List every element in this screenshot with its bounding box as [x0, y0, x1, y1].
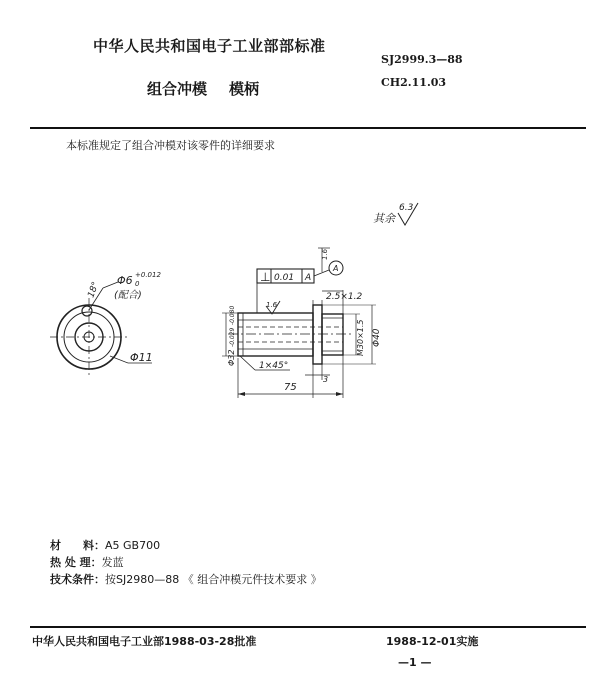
datum-label: A: [333, 264, 339, 273]
spec-technical-conditions: 技术条件：按SJ2980—88 《 组合冲模元件技术要求 》: [50, 573, 322, 586]
hole-angle: 18°: [86, 280, 102, 300]
hole-dia: Φ6: [117, 274, 133, 287]
flange-thickness: 3: [323, 375, 329, 384]
roughness-value: 6.3: [399, 203, 414, 213]
roughness-small: 1.6: [266, 301, 278, 309]
intro-text: 本标准规定了组合冲模对该零件的详细要求: [66, 139, 275, 152]
tol-symbol: ⊥: [260, 270, 271, 284]
approval-line: 中华人民共和国电子工业部1988-03-28批准: [32, 635, 257, 648]
standard-code: SJ2999.3—88: [381, 53, 463, 66]
spec-heat-treatment: 热 处 理：发蓝: [50, 556, 124, 569]
top-dim: 1.6: [321, 248, 329, 260]
chamfer-bottom: 1×45°: [259, 361, 289, 371]
roughness-label: 其余: [373, 212, 395, 225]
title-sub: 模柄: [229, 80, 260, 98]
total-length: 75: [284, 382, 297, 393]
tol-value: 0.01: [274, 273, 295, 283]
thread-section: [322, 314, 343, 355]
spec-material: 材 料：A5 GB700: [50, 539, 161, 552]
hole-note: (配合): [114, 290, 142, 301]
page-number: —1 —: [398, 656, 432, 669]
title-main: 组合冲模: [147, 80, 208, 98]
sub-code: CH2.11.03: [381, 76, 447, 89]
flange-dia: Φ40: [372, 328, 382, 347]
footer-rule: [30, 626, 586, 628]
effective-date: 1988-12-01实施: [386, 635, 479, 648]
outer-dia: Φ11: [130, 351, 153, 364]
ministry-header: 中华人民共和国电子工业部部标准: [93, 37, 326, 55]
chamfer-top: 2.5×1.2: [326, 292, 363, 302]
hole-tol-up: +0.012: [135, 271, 161, 279]
hole-tol-low: 0: [135, 280, 140, 288]
thread-size: M30×1.5: [356, 319, 365, 356]
tol-datum: A: [305, 273, 312, 283]
shank-dia: Φ32 -0.029 -0.080: [227, 305, 236, 366]
shank-body: [238, 313, 313, 356]
flange: [313, 305, 322, 364]
